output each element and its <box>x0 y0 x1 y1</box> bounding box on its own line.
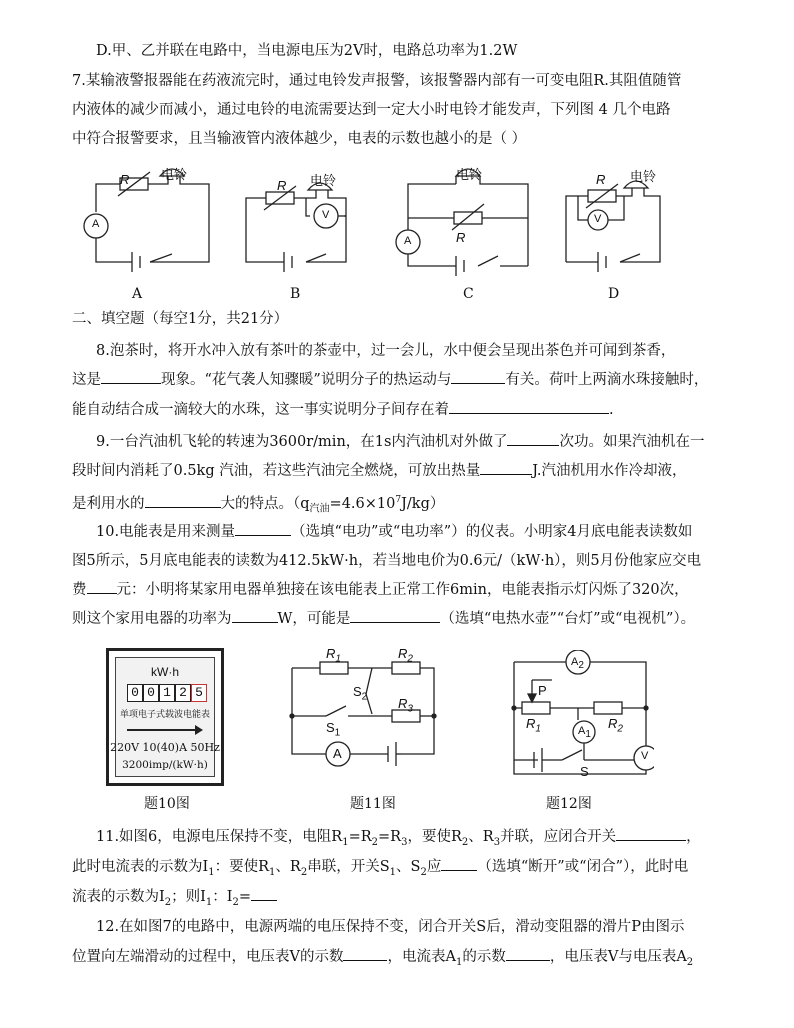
fig11-s2-label: $S_2$ <box>353 684 368 703</box>
circuit-b-voltmeter-label: V <box>322 209 330 221</box>
fig12-a1-label: $A_1$ <box>578 725 591 741</box>
fig12-a2-label: $A_2$ <box>571 656 584 672</box>
caption-fig12: 题12图 <box>546 796 592 812</box>
circuit-b <box>246 183 346 272</box>
meter-type: 单项电子式载波电能表 <box>119 710 210 720</box>
q7-line3: 中符合报警要求，且当输液管内液体越少，电表的示数也越小的是（ ） <box>72 131 527 147</box>
caption-fig11: 题11图 <box>350 796 396 812</box>
q7-line2: 内液体的减少而减小，通过电铃的电流需要达到一定大小时电铃才能发声，下列图 4 几个电路 <box>72 102 671 118</box>
option-b-label: B <box>290 286 301 302</box>
fig12-r2-label: $R_2$ <box>608 716 623 735</box>
meter-digits <box>127 684 207 702</box>
caption-fig10: 题10图 <box>144 796 190 812</box>
circuit-a <box>84 169 209 272</box>
meter-disk-icon <box>125 724 205 736</box>
q8-line3: 能自动结合成一滴较大的水珠，这一事实说明分子间存在着 . <box>72 399 744 421</box>
fig11-s1-label: $S_1$ <box>326 720 341 739</box>
meter-rating: 220V 10(40)A 50Hz <box>110 741 220 754</box>
meter-imp: 3200imp/(kW·h) <box>122 759 208 771</box>
fig12-s-label: S <box>580 764 589 779</box>
circuit-a-ammeter-label: A <box>92 218 100 230</box>
circuit-c-r-label: R <box>456 230 466 245</box>
q8-line1: 8.泡茶时，将开水冲入放有茶叶的茶壶中，过一会儿，水中便会呈现出茶色并可闻到茶香， <box>96 343 676 359</box>
fig11-r3-label: $R_3$ <box>398 696 413 715</box>
q12-line2: 位置向左端滑动的过程中，电压表V的示数 ，电流表$A_1$的示数 ，电压表V与电压表$A_2$ <box>72 946 744 974</box>
circuit-d <box>566 181 660 272</box>
q11-line1: 11.如图6，电源电压保持不变，电阻$R_1=R_2=R_3$，要使$R_2$、$R_3$并联，应闭合开关 ， <box>96 826 744 854</box>
q9-line3: 是利用水的 大的特点。$(q_{汽油}=4.6\times 10^7J/kg)$ <box>72 489 744 521</box>
fig11-r1-label: $R_1$ <box>326 646 341 665</box>
q8-line2: 这是 现象。“花气袭人知骤暖”说明分子的热运动与 有关。荷叶上两滴水珠接触时， <box>72 369 744 391</box>
q10-line4: 则这个家用电器的功率为 W，可能是 （选填“电热水壶”“台灯”或“电视机”）。 <box>72 608 744 630</box>
q6-option-d: D.甲、乙并联在电路中，当电源电压为2V时，电路总功率为1.2W <box>96 43 518 59</box>
meter-unit: kW·h <box>151 665 179 679</box>
q11-line3: 流表的示数为$I_2$；则$I_1$：$I_2=$ <box>72 886 744 914</box>
circuit-c <box>396 169 528 276</box>
q12-line1: 12.在如图7的电路中，电源两端的电压保持不变，闭合开关S后，滑动变阻器的滑片P由图示 <box>96 919 685 935</box>
q9-line2: 段时间内消耗了0.5kg 汽油，若这些汽油完全燃烧，可放出热量 J.汽油机用水作冷却液， <box>72 460 744 482</box>
meter-digit: 2 <box>175 684 191 702</box>
q10-line1: 10.电能表是用来测量 （选填“电功”或“电功率”）的仪表。小明家4月底电能表读数如 <box>96 521 744 543</box>
circuit-c-ammeter-label: A <box>404 235 412 247</box>
circuit-a-bell-label: 电铃 <box>161 167 188 182</box>
q10-line2: 图5所示，5月底电能表的读数为412.5kW·h，若当地电价为0.6元/（kW·h），则5月份他家应交电 <box>72 553 702 569</box>
fig11-r2-label: $R_2$ <box>398 646 413 665</box>
electric-meter-figure <box>106 648 224 786</box>
fig11-ammeter-label: A <box>333 746 342 761</box>
circuit-c-bell-label: 电铃 <box>456 167 483 182</box>
q7-line1: 7.某输液警报器能在药液流完时，通过电铃发声报警，该报警器内部有一可变电阻R.其阻值随管 <box>72 73 682 89</box>
circuit-b-r-label: R <box>277 178 287 193</box>
fig12-p-label: P <box>538 683 547 698</box>
meter-digit-decimal: 5 <box>191 684 207 702</box>
meter-digit: 1 <box>159 684 175 702</box>
circuit-a-r-label: R <box>120 172 130 187</box>
circuit-fig11 <box>288 648 438 778</box>
q9-line1: 9.一台汽油机飞轮的转速为3600r/min，在1s内汽油机对外做了 次功。如果汽油机在一 <box>96 431 744 453</box>
circuit-d-bell-label: 电铃 <box>630 169 657 184</box>
q11-line2: 此时电流表的示数为$I_1$：要使$R_1$、$R_2$串联，开关$S_1$、$S_2$应 （选填“断开”或“闭合”），此时电 <box>72 856 744 884</box>
circuit-d-r-label: R <box>596 172 606 187</box>
fig12-r1-label: $R_1$ <box>526 716 541 735</box>
circuit-d-voltmeter-label: V <box>594 213 602 225</box>
section-title: 二、填空题（每空1分，共21分） <box>72 311 289 327</box>
option-c-label: C <box>463 286 474 302</box>
option-d-label: D <box>608 286 620 302</box>
meter-digit: 0 <box>127 684 143 702</box>
meter-digit: 0 <box>143 684 159 702</box>
q10-line3: 费 元：小明将某家用电器单独接在该电能表上正常工作6min，电能表指示灯闪烁了320次， <box>72 579 744 601</box>
option-a-label: A <box>132 286 143 302</box>
fig12-voltmeter-label: V <box>641 750 649 762</box>
circuit-b-bell-label: 电铃 <box>310 173 337 188</box>
